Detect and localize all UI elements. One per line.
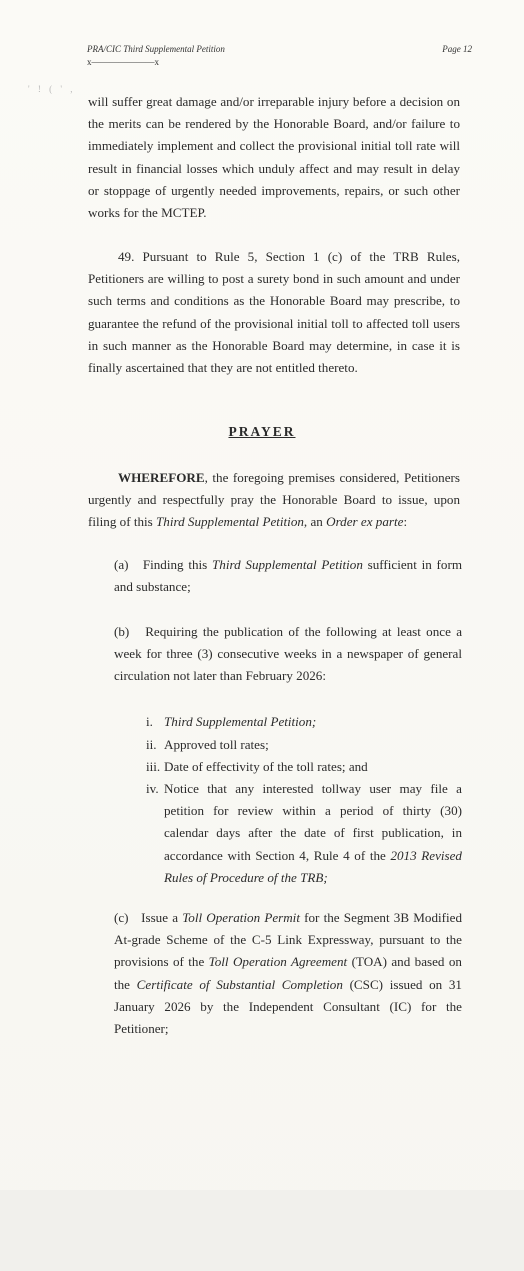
paragraph-continuation: will suffer great damage and/or irreparable injury before a decision on the merits can be rendered by the Honorable Board, and/or failure to immediately implement and collect the provisional initial toll rate will result in financial losses which unduly affect and may result in delay or stoppage of urgently needed improvements, repairs, or such other works for the MCTEP. xyxy=(88,94,460,221)
prayer-item-c xyxy=(114,907,462,1040)
item-italic: Toll Operation Agreement xyxy=(208,954,348,970)
item-text: Requiring the publication of the following at least once a week for three (3) consecutive weeks in a newspaper of general circulation not later than February 2026: xyxy=(114,624,463,684)
sub-item-ii xyxy=(146,734,462,756)
item-label: (a) xyxy=(114,557,129,572)
sub-item-text-block xyxy=(146,778,462,889)
wherefore-text: : xyxy=(403,514,408,530)
prayer-item-b xyxy=(114,621,462,688)
sub-item-number: iv. xyxy=(146,781,159,796)
sub-item-text: Date of effectivity of the toll rates; and xyxy=(164,759,368,774)
sub-item-text: Approved toll rates; xyxy=(164,737,269,752)
sub-item-text: Third Supplemental Petition; xyxy=(164,714,317,729)
sub-item-iii xyxy=(146,756,462,778)
wherefore-text: , an xyxy=(303,514,327,530)
sub-item-number: iii. xyxy=(146,759,161,774)
sub-item-iv xyxy=(146,778,462,889)
margin-marks: ' ! ( ' , xyxy=(28,84,76,94)
sub-item-text: Notice that any interested tollway user may file a petition for review within a period of thirty (30) calendar days after the date of first publication, in accordance with Section 4, Rule 4 of the xyxy=(164,781,462,863)
prayer-item-a xyxy=(114,554,462,598)
page-number: Page 12 xyxy=(442,44,472,54)
sub-item-italic: 2013 Revised Rules of Procedure of the TRB; xyxy=(164,847,462,885)
prayer-heading: PRAYER xyxy=(228,424,296,439)
item-label: (c) xyxy=(114,910,129,925)
item-italic: Third Supplemental Petition xyxy=(212,557,363,572)
sub-item-number: ii. xyxy=(146,737,157,752)
item-text: for the Segment 3B Modified At-grade Scheme of the C-5 Link Expressway, pursuant to the provisions of the xyxy=(114,910,462,970)
header-rule: x———————x xyxy=(87,57,159,67)
sub-item-number: i. xyxy=(146,714,153,729)
sub-item-i xyxy=(146,711,462,733)
item-text: (TOA) and based on the xyxy=(114,954,462,992)
item-text: sufficient in form and substance; xyxy=(114,557,463,595)
wherefore-paragraph xyxy=(88,467,460,534)
wherefore-italic-order: Order ex parte xyxy=(326,514,404,530)
item-italic: Certificate of Substantial Completion xyxy=(136,976,343,992)
item-italic: Toll Operation Permit xyxy=(182,910,300,925)
item-text: Issue a xyxy=(141,910,183,925)
wherefore-text: , the foregoing premises considered, Petitioners urgently and respectfully pray the Honorable Board to issue, upon filing of this xyxy=(88,470,460,530)
header-document-title: PRA/CIC Third Supplemental Petition xyxy=(87,44,225,54)
item-text: (CSC) issued on 31 January 2026 by the Independent Consultant (IC) for the Petitioner; xyxy=(114,976,462,1037)
page-bottom-shade xyxy=(0,1190,524,1271)
item-label: (b) xyxy=(114,624,130,639)
wherefore-lead: WHEREFORE xyxy=(118,470,205,485)
paragraph-49: 49. Pursuant to Rule 5, Section 1 (c) of the TRB Rules, Petitioners are willing to post a surety bond in such amount and under such terms and conditions as the Honorable Board may prescribe, to guarantee the refund of the provisional initial toll to affected toll users in such manner as the Honorable Board may determine, in case it is finally ascertained that they are not entitled thereto. xyxy=(88,249,460,376)
wherefore-italic-petition: Third Supplemental Petition xyxy=(156,514,304,530)
item-text: Finding this xyxy=(142,557,213,572)
